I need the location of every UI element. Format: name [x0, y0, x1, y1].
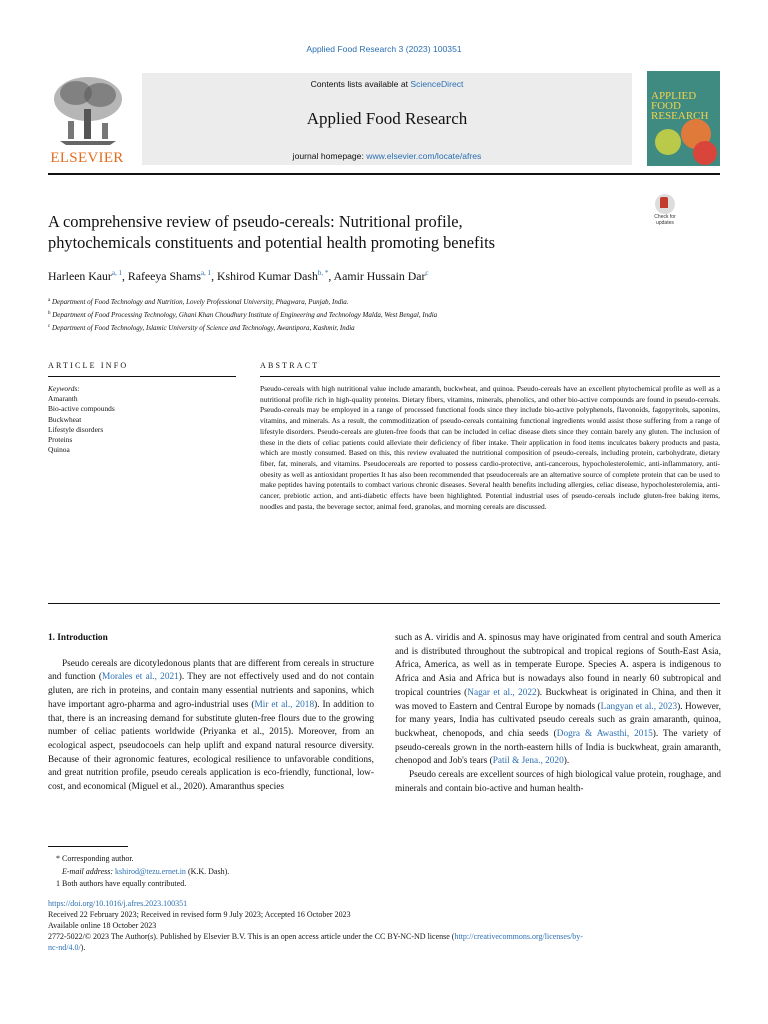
citation-link[interactable]: Dogra & Awasthi, 2015	[556, 728, 653, 739]
affiliation-text: Department of Food Technology, Islamic University of Science and Technology, Awantipora, Kashmir, India	[51, 324, 355, 332]
cover-fruit-shape	[655, 129, 681, 155]
author-separator: ,	[211, 269, 217, 283]
body-text: such as A. viridis and A. spinosus may have originated from central and south America and is distributed throughout the subtropical and tropical regions of South-East Asia, Africa, America, as well as in temperate Europe. Species A. aspera is indigenous to Africa and Asia and Africa but is nowadays also found in nearly 60 subtropical and tropical countries (	[395, 633, 721, 698]
article-info-rule	[48, 376, 236, 377]
keyword: Proteins	[48, 435, 73, 445]
citation-link[interactable]: Patil & Jena., 2020	[492, 756, 564, 767]
license-prefix: 2772-5022/© 2023 The Author(s). Published by Elsevier B.V. This is an open access article under the CC BY-NC-ND license (	[48, 932, 455, 941]
journal-title: Applied Food Research	[306, 109, 468, 128]
sciencedirect-link[interactable]: ScienceDirect	[410, 79, 464, 89]
license-suffix: ).	[80, 943, 86, 952]
doi-link[interactable]: https://doi.org/10.1016/j.afres.2023.100351	[48, 899, 188, 908]
email-link[interactable]: kshirod@tezu.ernet.in	[115, 867, 186, 876]
citation-link[interactable]: Langyan et al., 2023	[600, 701, 678, 712]
email-label: E-mail address:	[62, 867, 116, 876]
keyword: Buckwheat	[48, 414, 82, 424]
title-line: A comprehensive review of pseudo-cereals: Nutritional profile,	[48, 212, 463, 231]
keyword: Bio-active compounds	[48, 404, 115, 414]
check-updates-label	[646, 215, 684, 226]
footnotes	[48, 852, 388, 890]
bookmark-icon	[655, 194, 675, 214]
body-paragraph	[395, 632, 721, 769]
cover-line: RESEARCH	[651, 110, 709, 122]
journal-masthead	[48, 69, 720, 169]
abstract-text: Pseudo-cereals with high nutritional value include amaranth, buckwheat, and quinoa. Pseudo-cereals have an excellent phytochemical profile as well as a nutritional profile rich in high-quality proteins. Dietary fibers, vitamins, minerals, phenolics, and other bio-active compounds are found in pseudo-cereals. Pseudo-cereals may be employed in a range of processed functional foods since they include bio-active polyphenols, flavonoids, fagopyritols, saponins, vitamins, and minerals. As a result, the commoditization of pseudo-cereals containing functional ingredients would assist those suffering from a range of lifestyle disorders. Pseudo-cereals are gluten-free foods that can be included in celiac disease diets since they contain barely any gluten. The inclusion of these in the diets of celiac patients could alleviate their deficiency of fiber intake. Their application in food items inculcates bakery products and pasta, which are mostly consumed. Based on this, this review evaluated the nutritional composition of pseudo-cereals, including protein, carbohydrate, dietary fiber, fat, minerals, and vitamins. Pseudocereals are reported to possess cardio-protective, anti-cancerous, hypocholesterolemic, anti-inflammatory, anti-obesity as well as antioxidant properties It has also been recommended that pseudocereals are an alternative source of complete protein that can be used to make peptides having potentails to combact various chronic diseases. Several health benefits including allergies, celiac disease, hypocholesterolemia, anti-cancer, prebiotic action, and anti-diabetic effects have been highlighted. Potential industrial uses of pseudo-cereals include gluten-free baking items, noodles and pasta, the beverage sector, animal feed, granolas, and morning cereals are discussed.	[260, 384, 720, 511]
check-updates-line: updates	[656, 219, 674, 226]
citation-link[interactable]: Mir et al., 2018	[254, 699, 315, 710]
journal-banner	[142, 73, 632, 165]
available-online: Available online 18 October 2023	[48, 921, 157, 930]
article-info-heading: ARTICLE INFO	[48, 361, 129, 370]
keyword: Quinoa	[48, 445, 70, 455]
body-text: ). The variety of pseudo-cereals grown in the north-eastern hills of India is buckwheat, grain amaranth, chenopod and Job's tears (	[395, 728, 721, 767]
check-updates-line: Check for	[654, 214, 676, 220]
email-suffix: (K.K. Dash).	[185, 867, 230, 876]
cover-title	[651, 91, 708, 121]
abstract-rule	[260, 376, 720, 377]
keyword: Lifestyle disorders	[48, 424, 104, 434]
body-text: ).	[563, 756, 570, 767]
journal-reference[interactable]: Applied Food Research 3 (2023) 100351	[306, 44, 462, 54]
affiliation	[48, 295, 728, 308]
equal-contribution-note: 1 Both authors have equally contributed.	[56, 879, 187, 888]
keywords-label: Keywords:	[48, 384, 80, 393]
received-dates: Received 22 February 2023; Received in revised form 9 July 2023; Accepted 16 October 2023	[48, 910, 351, 919]
footnote-rule	[48, 846, 128, 847]
cover-fruit-shape	[693, 141, 717, 165]
affiliation-marker: a	[48, 298, 51, 303]
citation-link[interactable]: Morales et al., 2021	[101, 672, 179, 683]
author-name[interactable]: Harleen Kaur	[48, 269, 112, 283]
elsevier-wordmark: ELSEVIER	[50, 150, 124, 166]
homepage-line	[142, 151, 632, 161]
author-affiliation-marker[interactable]: a, 1	[111, 269, 122, 277]
body-text: ). They are not effectively used and do not contain gluten, are rich in proteins, and contain many essential nutrients and saponins, which have important agro-pharma and agro-industrial uses (	[48, 672, 374, 710]
body-paragraph: Pseudo cereals are excellent sources of high biological value protein, roughage, and minerals and contain bio-active and human health-	[395, 770, 721, 794]
cover-line: FOOD	[651, 100, 681, 112]
author-affiliation-marker[interactable]: a, 1	[200, 269, 212, 277]
body-paragraph	[48, 658, 374, 795]
keyword: Amaranth	[48, 394, 78, 404]
elsevier-logo[interactable]	[48, 69, 128, 169]
article-metadata	[48, 898, 720, 953]
check-for-updates-button[interactable]	[646, 194, 684, 228]
article-title	[48, 211, 628, 253]
license-text	[48, 931, 720, 953]
tree-icon	[50, 75, 126, 147]
section-heading-introduction: 1. Introduction	[48, 633, 108, 643]
corresponding-note: * Corresponding author.	[56, 854, 134, 863]
right-column	[395, 632, 721, 796]
author-list	[48, 269, 728, 284]
author-separator: ,	[328, 269, 334, 283]
affiliation	[48, 308, 728, 321]
author-separator: ,	[121, 269, 128, 283]
citation-link[interactable]: Nagar et al., 2022	[467, 687, 537, 698]
affiliation	[48, 321, 728, 334]
author-affiliation-marker[interactable]: c	[425, 269, 429, 277]
contents-line	[142, 79, 632, 89]
author-name[interactable]: Rafeeya Shams	[127, 269, 201, 283]
abstract-bottom-rule	[48, 603, 720, 604]
license-link-continued[interactable]: nc-nd/4.0/	[48, 943, 81, 952]
affiliation-marker: b	[48, 311, 51, 316]
body-text: ). However, for many years, India has cultivated pseudo cereals such as grain amaranth, quinoa, buckwheat, chenopods, and chia seeds (	[395, 701, 721, 739]
body-text: Pseudo cereals are dicotyledonous plants that are different from cereals in structure and function (	[48, 658, 374, 683]
contents-prefix: Contents lists available at	[310, 79, 411, 89]
header-rule	[48, 173, 720, 175]
author-name[interactable]: Aamir Hussain Dar	[333, 269, 426, 283]
left-column	[48, 632, 374, 795]
author-affiliation-marker[interactable]: b, *	[317, 269, 329, 277]
cover-line: APPLIED	[651, 90, 697, 102]
affiliation-marker: c	[48, 324, 51, 329]
affiliation-text: Department of Food Processing Technology, Ghani Khan Choudhury Institute of Engineering and Technology Malda, West Bengal, India	[52, 311, 438, 319]
author-name[interactable]: Kshirod Kumar Dash	[216, 269, 318, 283]
keywords-list	[48, 384, 228, 455]
affiliation-text: Department of Food Technology and Nutrition, Lovely Professional University, Phagwara, Punjab, India.	[51, 298, 349, 306]
body-text: ). Buckwheat is originated in China, and then it was moved to Eastern and Central Europe by nomads (	[395, 687, 721, 712]
license-link[interactable]: http://creativecommons.org/licenses/by-	[454, 932, 583, 941]
homepage-prefix: journal homepage:	[292, 151, 367, 161]
body-text: ). In addition to that, there is an increasing demand for substitute gluten-free flours due to the growing number of celiac patients worldwide (Priyanka et al., 2015). Moreover, from an ecological aspect, pseudocoels can help uplift and expand natural resource diversity. Because of their agronomic features, ecological resilience to unfavorable conditions, and great nutrition profile, pseudo cereals application is eco-friendly, functional, low-cost, and economical (Miguel et al., 2020). Amaranthus species	[48, 699, 374, 793]
homepage-link[interactable]: www.elsevier.com/locate/afres	[366, 151, 482, 161]
journal-cover[interactable]	[647, 71, 720, 166]
title-line: phytochemicals constituents and potential health promoting benefits	[48, 233, 495, 252]
abstract-heading: ABSTRACT	[260, 361, 320, 370]
affiliations	[48, 295, 728, 334]
